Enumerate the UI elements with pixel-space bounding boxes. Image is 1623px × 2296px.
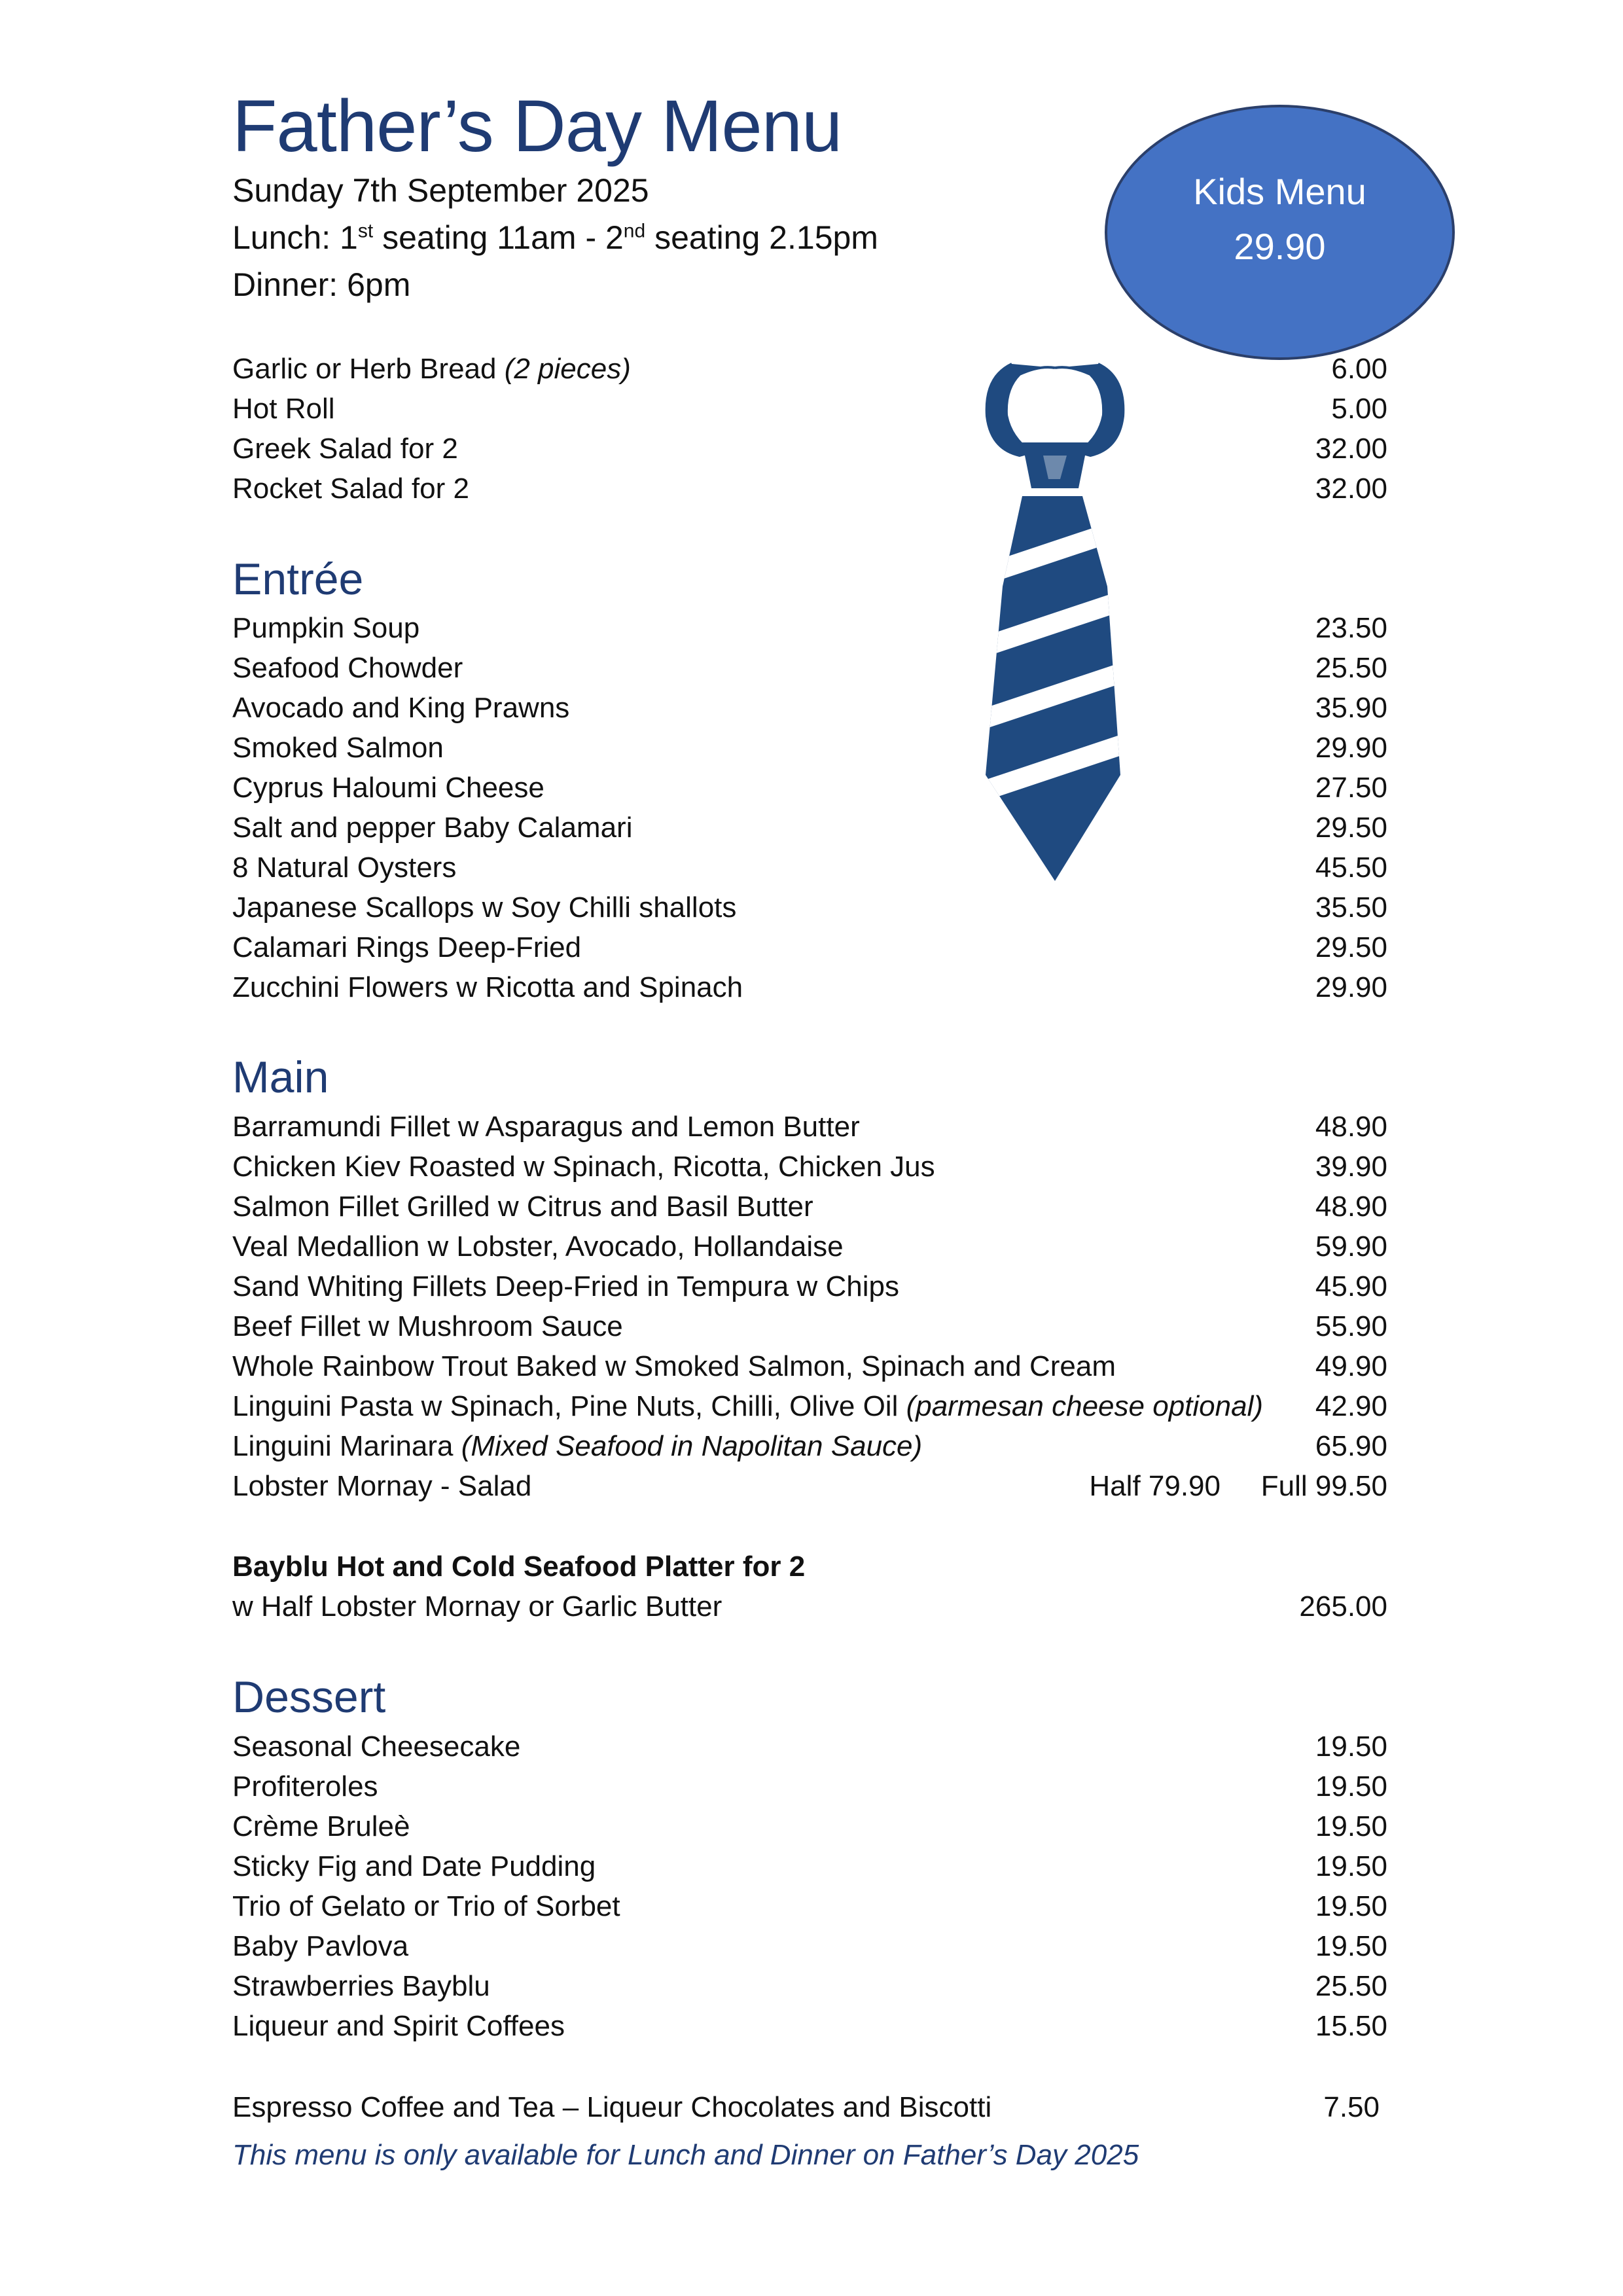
menu-item-price: 29.50 [1315, 931, 1387, 963]
menu-item-name: Hot Roll [232, 393, 335, 425]
menu-item-row [232, 2007, 1387, 2046]
menu-item-row [232, 2088, 1387, 2127]
menu-item-name: Liqueur and Spirit Coffees [232, 2010, 565, 2042]
menu-item-row [232, 1847, 1387, 1886]
menu-item-price: 35.50 [1315, 891, 1387, 924]
menu-item-name: Crème Bruleè [232, 1810, 410, 1842]
menu-item-price: 25.50 [1315, 1970, 1387, 2002]
menu-item-name: Rocket Salad for 2 [232, 473, 469, 505]
menu-item-price: 55.90 [1315, 1310, 1387, 1342]
menu-item-price: 29.90 [1315, 732, 1387, 764]
menu-item-price: 6.00 [1331, 353, 1387, 385]
platter-title-row [232, 1547, 1387, 1587]
menu-item-name: Trio of Gelato or Trio of Sorbet [232, 1890, 620, 1922]
menu-item-name: Calamari Rings Deep-Fried [232, 931, 582, 963]
menu-item-name: Baby Pavlova [232, 1930, 409, 1962]
menu-item-row [232, 1467, 1387, 1506]
lunch-prefix: Lunch: 1 [232, 219, 358, 256]
menu-title: Father’s Day Menu [232, 85, 842, 167]
menu-item-price: 19.50 [1315, 1770, 1387, 1803]
menu-item-row [232, 1587, 1387, 1626]
menu-item-row [232, 768, 1387, 808]
menu-item-row [232, 1767, 1387, 1806]
menu-item-row [232, 888, 1387, 927]
menu-item-name: Seafood Chowder [232, 652, 463, 684]
menu-item-price: 48.90 [1315, 1111, 1387, 1143]
menu-item-row [232, 429, 1387, 469]
menu-item-price: 65.90 [1315, 1430, 1387, 1462]
menu-item-row [232, 1227, 1387, 1266]
menu-item-price: 45.50 [1315, 852, 1387, 884]
menu-item-row [232, 350, 1387, 389]
menu-item-row [232, 1187, 1387, 1227]
menu-item-name: Veal Medallion w Lobster, Avocado, Hollandaise [232, 1230, 844, 1263]
menu-item-name: Cyprus Haloumi Cheese [232, 772, 544, 804]
menu-item-row [232, 1107, 1387, 1147]
kids-menu-label: Kids Menu [1193, 171, 1366, 212]
menu-item-name: Barramundi Fillet w Asparagus and Lemon Butter [232, 1111, 860, 1143]
menu-item-note: (parmesan cheese optional) [906, 1390, 1264, 1422]
menu-item-name: Chicken Kiev Roasted w Spinach, Ricotta, Chicken Jus [232, 1151, 935, 1183]
menu-item-price: 49.90 [1315, 1350, 1387, 1382]
menu-item-price: 45.90 [1315, 1270, 1387, 1302]
menu-item-price: 48.90 [1315, 1191, 1387, 1223]
menu-item-row [232, 728, 1387, 768]
lunch-middle: seating 11am - 2 [373, 219, 624, 256]
menu-item-row [232, 1427, 1387, 1466]
date-line: Sunday 7th September 2025 [232, 172, 649, 209]
lunch-suffix: seating 2.15pm [645, 219, 878, 256]
menu-item-note: (Mixed Seafood in Napolitan Sauce) [461, 1430, 923, 1462]
menu-item-row [232, 1267, 1387, 1306]
dinner-line: Dinner: 6pm [232, 266, 411, 303]
menu-item-price: 35.90 [1315, 692, 1387, 724]
section-heading-entree: Entrée [232, 554, 364, 604]
menu-item-price: 39.90 [1315, 1151, 1387, 1183]
menu-item-name: Linguini Pasta w Spinach, Pine Nuts, Chilli, Olive Oil (parmesan cheese optional) [232, 1390, 1264, 1422]
menu-item-row [232, 649, 1387, 688]
menu-item-name: Strawberries Bayblu [232, 1970, 490, 2002]
menu-item-name: Smoked Salmon [232, 732, 444, 764]
menu-item-row [232, 689, 1387, 728]
menu-item-note: (2 pieces) [504, 353, 631, 385]
platter-description: w Half Lobster Mornay or Garlic Butter [232, 1590, 722, 1623]
menu-item-name: Sand Whiting Fillets Deep-Fried in Tempura w Chips [232, 1270, 899, 1302]
menu-item-name: Garlic or Herb Bread (2 pieces) [232, 353, 631, 385]
menu-item-name: Japanese Scallops w Soy Chilli shallots [232, 891, 737, 924]
menu-item-row [232, 1727, 1387, 1767]
kids-menu-price: 29.90 [1234, 226, 1326, 267]
menu-item-row [232, 1347, 1387, 1386]
menu-item-row [232, 848, 1387, 888]
menu-item-row [232, 1147, 1387, 1187]
menu-item-name: Profiteroles [232, 1770, 378, 1803]
menu-item-price: 32.00 [1315, 433, 1387, 465]
menu-item-row [232, 808, 1387, 848]
menu-item-price: 59.90 [1315, 1230, 1387, 1263]
menu-item-price: 19.50 [1315, 1810, 1387, 1842]
menu-item-price: 42.90 [1315, 1390, 1387, 1422]
menu-item-full-price: Full 99.50 [1260, 1470, 1387, 1502]
menu-item-row [232, 389, 1387, 429]
menu-item-row [232, 1807, 1387, 1846]
menu-item-row [232, 968, 1387, 1007]
kids-menu-badge [1105, 105, 1455, 360]
menu-item-name: Beef Fillet w Mushroom Sauce [232, 1310, 623, 1342]
lunch-sup-second: nd [623, 220, 646, 242]
menu-item-price: 15.50 [1315, 2010, 1387, 2042]
menu-item-name: Salt and pepper Baby Calamari [232, 812, 633, 844]
menu-item-row [232, 1387, 1387, 1426]
coffee-item-name: Espresso Coffee and Tea – Liqueur Chocolates and Biscotti [232, 2091, 992, 2123]
menu-item-price: 29.50 [1315, 812, 1387, 844]
coffee-item-price: 7.50 [1323, 2091, 1380, 2123]
menu-item-price: 19.50 [1315, 1850, 1387, 1882]
menu-item-row [232, 1887, 1387, 1926]
menu-item-row [232, 609, 1387, 648]
menu-item-row [232, 469, 1387, 509]
menu-item-name: Zucchini Flowers w Ricotta and Spinach [232, 971, 743, 1003]
menu-item-name: Linguini Marinara (Mixed Seafood in Napolitan Sauce) [232, 1430, 923, 1462]
menu-item-name: Sticky Fig and Date Pudding [232, 1850, 596, 1882]
lunch-line [232, 219, 878, 257]
menu-item-name: Salmon Fillet Grilled w Citrus and Basil Butter [232, 1191, 813, 1223]
menu-item-row [232, 1967, 1387, 2006]
section-heading-main: Main [232, 1052, 329, 1102]
menu-item-name: Seasonal Cheesecake [232, 1731, 521, 1763]
lunch-sup-first: st [357, 220, 374, 242]
menu-item-row [232, 1927, 1387, 1966]
menu-item-half-price: Half 79.90 [1089, 1470, 1221, 1502]
section-heading-dessert: Dessert [232, 1672, 386, 1722]
footer-note: This menu is only available for Lunch and Dinner on Father’s Day 2025 [232, 2139, 1139, 2171]
menu-item-name: Lobster Mornay - Salad [232, 1470, 532, 1502]
menu-item-price: 32.00 [1315, 473, 1387, 505]
menu-item-price: 19.50 [1315, 1731, 1387, 1763]
menu-item-row [232, 1307, 1387, 1346]
menu-item-price: 5.00 [1331, 393, 1387, 425]
menu-item-name: Whole Rainbow Trout Baked w Smoked Salmon, Spinach and Cream [232, 1350, 1116, 1382]
menu-item-price: 25.50 [1315, 652, 1387, 684]
menu-item-name: Avocado and King Prawns [232, 692, 570, 724]
menu-item-price: 19.50 [1315, 1890, 1387, 1922]
platter-title: Bayblu Hot and Cold Seafood Platter for 2 [232, 1551, 806, 1583]
menu-item-price: 19.50 [1315, 1930, 1387, 1962]
menu-item-price: 29.90 [1315, 971, 1387, 1003]
menu-item-price: 27.50 [1315, 772, 1387, 804]
menu-item-name: 8 Natural Oysters [232, 852, 457, 884]
menu-item-price: 23.50 [1315, 612, 1387, 644]
menu-item-name: Greek Salad for 2 [232, 433, 458, 465]
platter-price: 265.00 [1299, 1590, 1387, 1623]
menu-item-name: Pumpkin Soup [232, 612, 420, 644]
menu-item-row [232, 928, 1387, 967]
